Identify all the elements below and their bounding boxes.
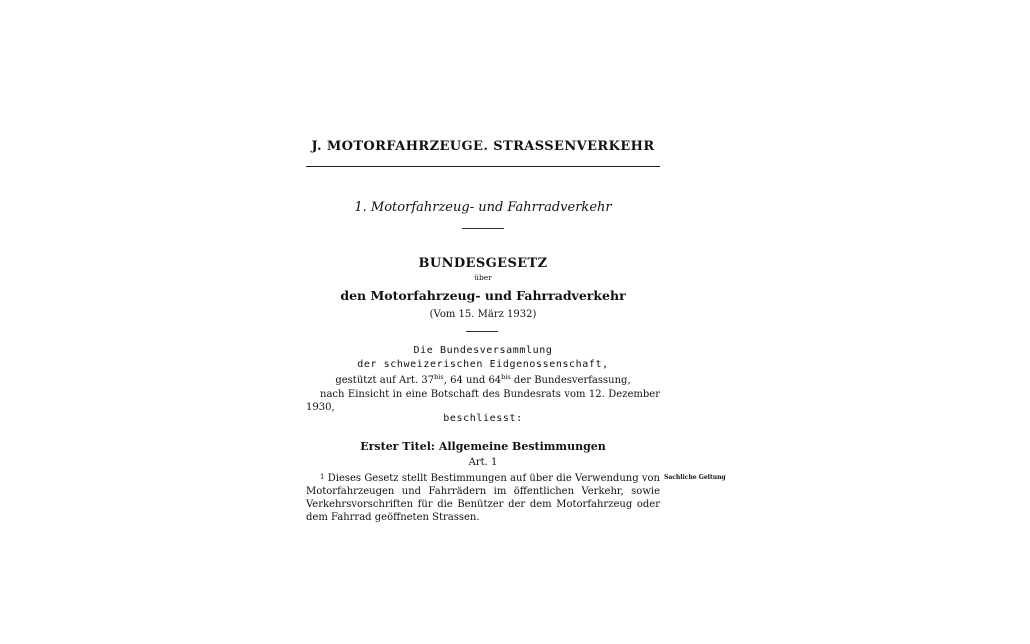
paragraph-text: Dieses Gesetz stellt Bestimmungen auf über die Verwendung von Motorfahrzeugen und Fahrrädern im öffentlichen Verkehr, sowie Verkehrsvorschriften für die Benützer der dem Motorfahrzeug oder dem Fahrrad geöffneten Strassen.: [306, 473, 660, 523]
law-ueber: über: [474, 273, 492, 282]
subheading: 1. Motorfahrzeug- und Fahrradverkehr: [354, 200, 612, 215]
basis-prefix: gestützt auf Art. 37: [335, 375, 435, 386]
law-date: (Vom 15. März 1932): [429, 309, 537, 320]
basis-superscript: bis: [501, 373, 511, 381]
heading-divider: [306, 166, 660, 167]
assembly-line: Die Bundesversammlung: [413, 345, 553, 356]
basis-suffix: der Bundesverfassung,: [510, 375, 631, 386]
section-heading: J. MOTORFAHRZEUGE. STRASSENVERKEHR: [311, 139, 655, 154]
paragraph-number: 1: [320, 473, 325, 481]
resolves-line: beschliesst:: [443, 413, 523, 424]
basis-middle: , 64 und 64: [443, 375, 502, 386]
law-type: BUNDESGESETZ: [418, 256, 548, 271]
margin-note: Sachliche Geltung: [664, 474, 726, 481]
short-divider: [462, 228, 504, 229]
law-title: den Motorfahrzeug- und Fahrradverkehr: [340, 288, 626, 303]
assembly-line: der schweizerischen Eidgenossenschaft,: [357, 359, 609, 370]
short-divider: [466, 331, 498, 332]
article-label: Art. 1: [468, 457, 498, 468]
first-title-heading: Erster Titel: Allgemeine Bestimmungen: [360, 440, 606, 453]
basis-superscript: bis: [434, 373, 444, 381]
preamble-insight: nach Einsicht in eine Botschaft des Bundesrats vom 12. Dezember 1930,: [306, 389, 660, 413]
article-paragraph: [306, 471, 660, 524]
preamble-basis: [306, 375, 660, 386]
